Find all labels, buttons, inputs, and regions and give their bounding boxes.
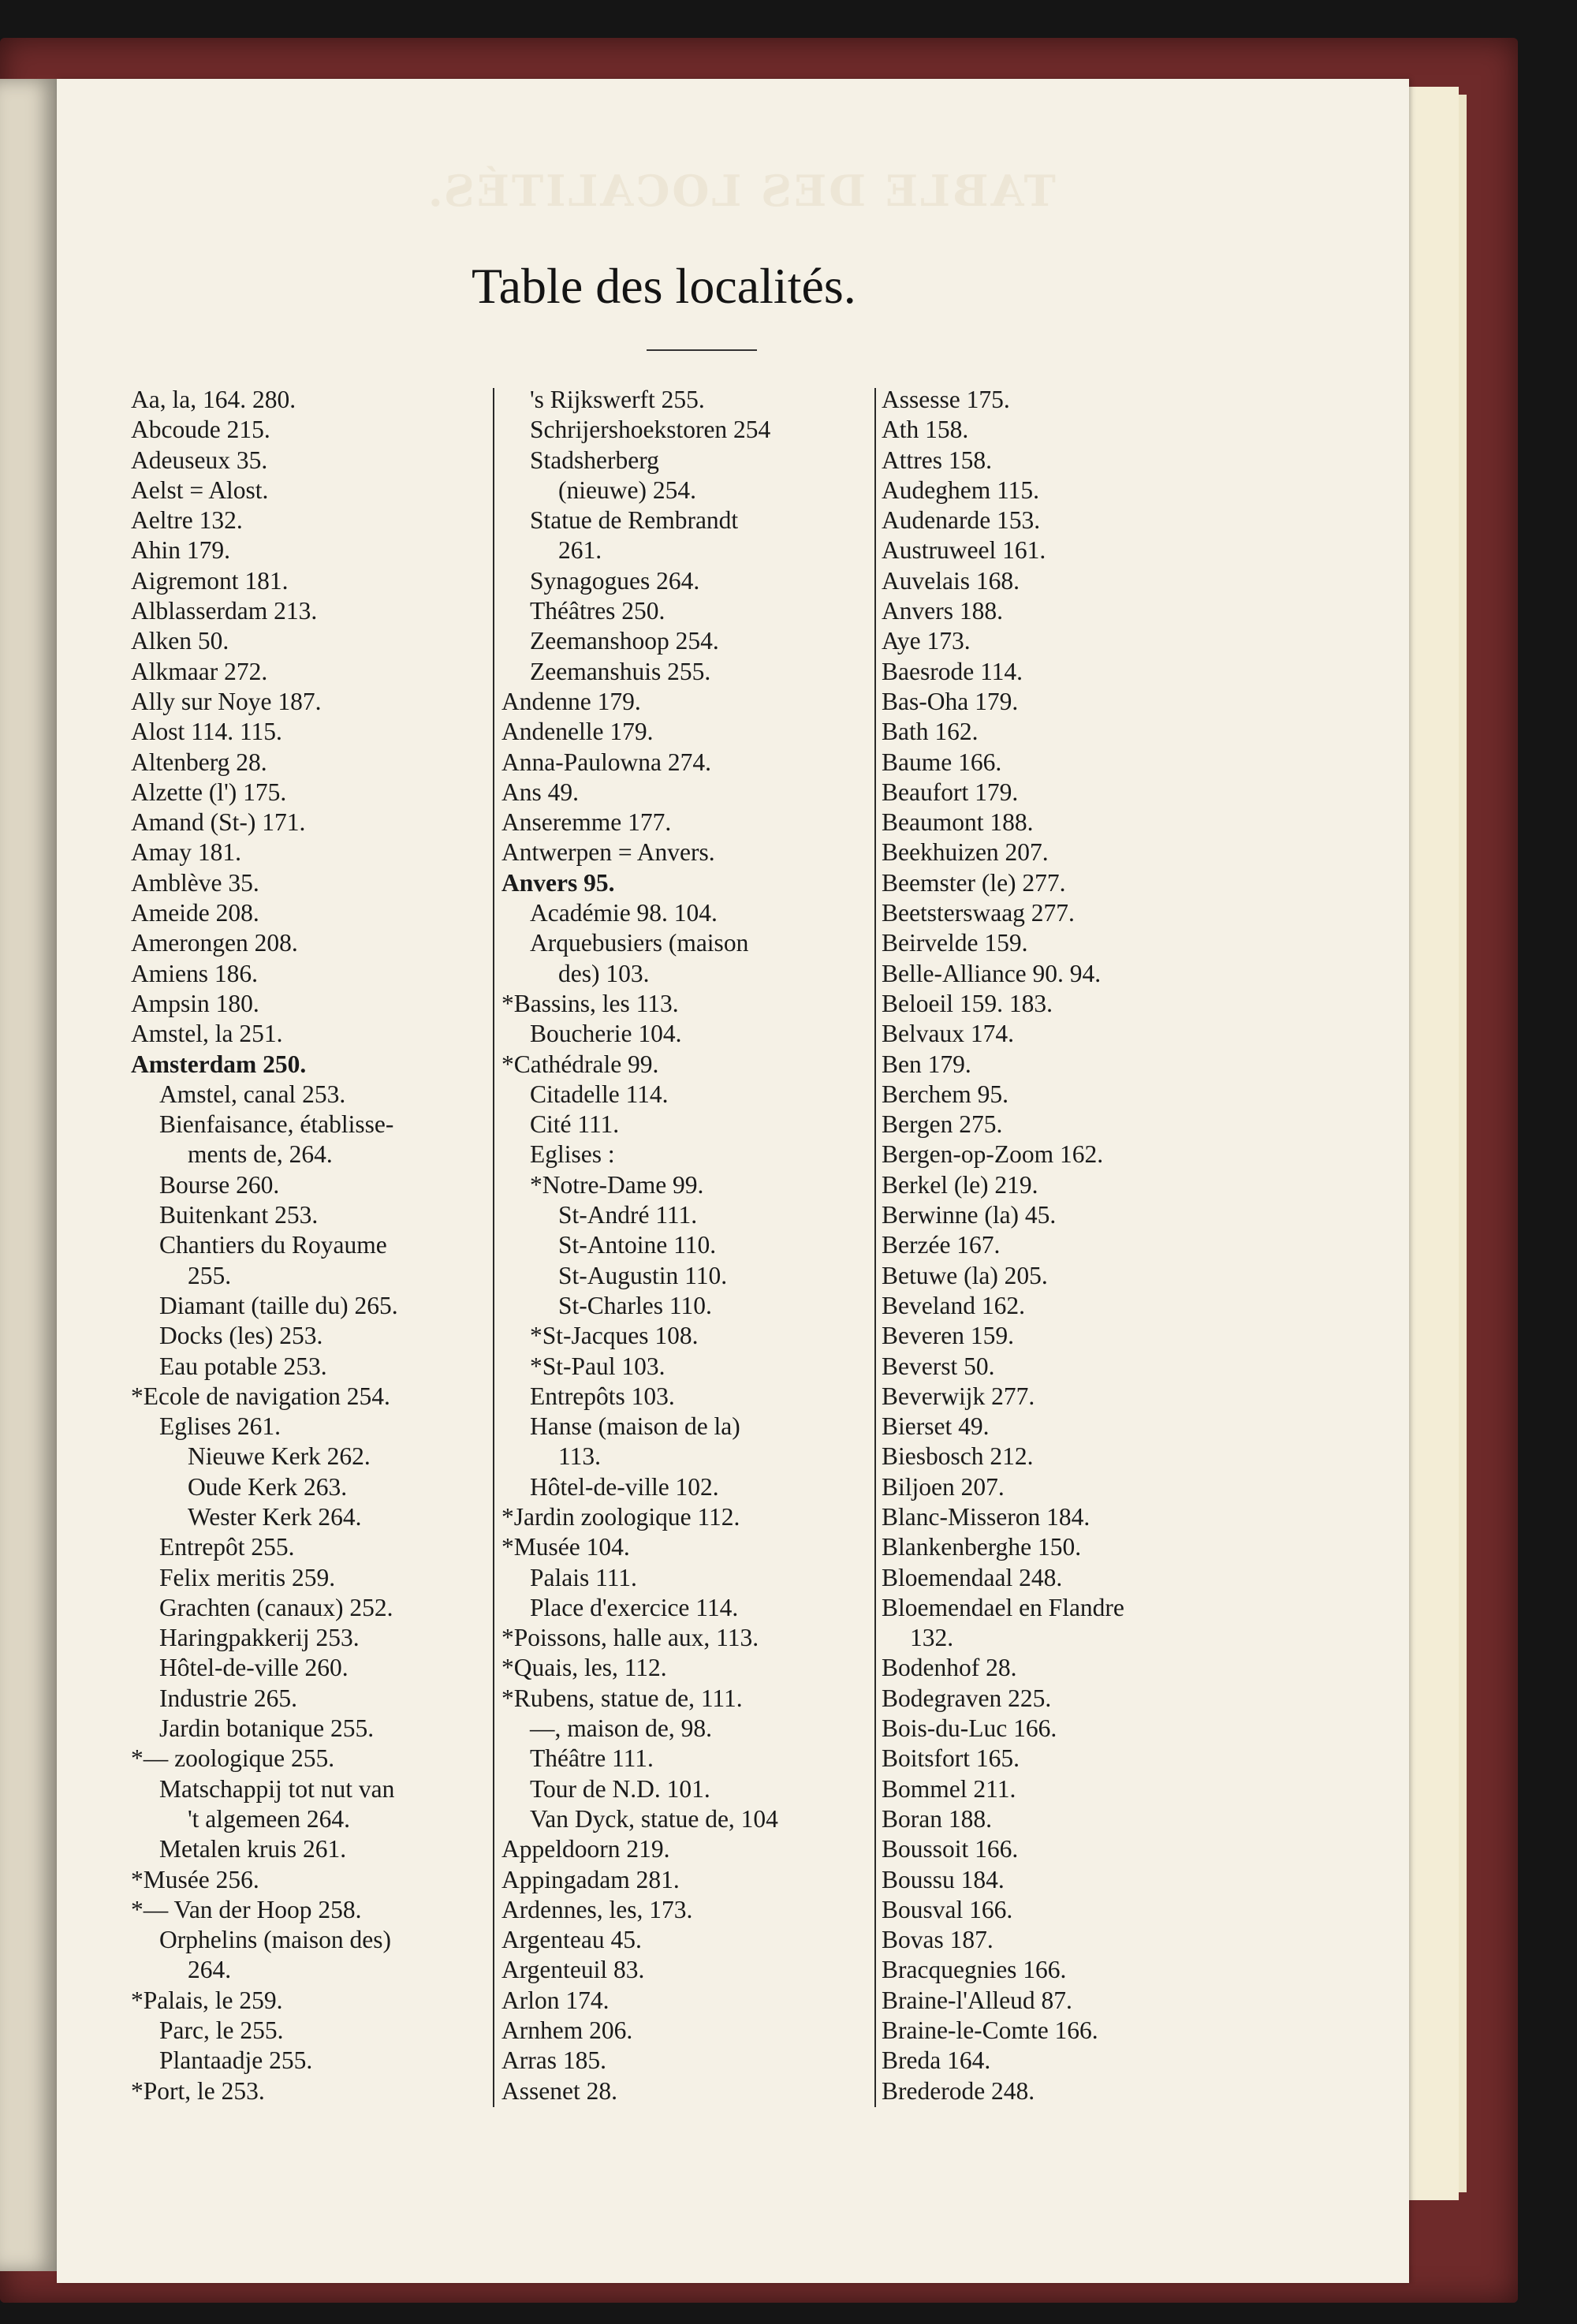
- index-entry: Bousval 166.: [882, 1895, 1013, 1923]
- index-entry: 's Rijkswerft 255.: [530, 386, 705, 413]
- index-entry: Orphelins (maison des): [159, 1926, 391, 1954]
- index-entry: Industrie 265.: [159, 1684, 297, 1712]
- index-entry: Beaumont 188.: [882, 808, 1034, 837]
- index-entry: 261.: [558, 536, 602, 565]
- index-entry: Belle-Alliance 90. 94.: [882, 959, 1102, 987]
- index-entry: Alost 114. 115.: [131, 718, 282, 746]
- index-entry: 255.: [188, 1261, 232, 1289]
- index-entry: Boran 188.: [882, 1804, 992, 1833]
- index-entry: Palais 111.: [530, 1563, 637, 1591]
- index-entry: Audenarde 153.: [882, 506, 1041, 535]
- index-entry: Amand (St-) 171.: [131, 808, 306, 837]
- index-entry: Stadsherberg: [530, 446, 659, 474]
- index-entry: Bodegraven 225.: [882, 1684, 1052, 1712]
- index-entry: des) 103.: [558, 959, 650, 987]
- index-entry: Parc, le 255.: [159, 2016, 284, 2045]
- index-entry: Boitsfort 165.: [882, 1744, 1020, 1773]
- index-entry: Belvaux 174.: [882, 1020, 1014, 1048]
- index-entry: Attres 158.: [882, 446, 992, 474]
- index-entry: Zeemanshoop 254.: [530, 627, 719, 655]
- index-entry: Beekhuizen 207.: [882, 838, 1049, 867]
- index-entry: Berkel (le) 219.: [882, 1170, 1038, 1199]
- index-entry: *Bassins, les 113.: [501, 989, 679, 1017]
- index-entry: Aeltre 132.: [131, 506, 243, 535]
- index-entry: Grachten (canaux) 252.: [159, 1593, 393, 1621]
- index-entry: Ampsin 180.: [131, 989, 259, 1017]
- index-entry: Betuwe (la) 205.: [882, 1261, 1048, 1289]
- index-entry: Hôtel-de-ville 102.: [530, 1472, 719, 1501]
- index-entry: 113.: [558, 1442, 601, 1471]
- index-entry: Appeldoorn 219.: [501, 1835, 670, 1863]
- index-entry: Boussu 184.: [882, 1865, 1005, 1893]
- index-entry: 132.: [910, 1624, 954, 1652]
- index-entry: Diamant (taille du) 265.: [159, 1291, 398, 1319]
- index-entry: Bracquegnies 166.: [882, 1956, 1067, 1984]
- index-entry: Boussoit 166.: [882, 1835, 1019, 1863]
- index-entry: 264.: [188, 1956, 232, 1984]
- left-page-edge: [0, 79, 57, 2271]
- index-entry: St-Antoine 110.: [558, 1231, 717, 1259]
- index-entry: Beaufort 179.: [882, 778, 1019, 806]
- title-rule: [647, 349, 757, 351]
- index-entry: Bergen-op-Zoom 162.: [882, 1140, 1104, 1169]
- index-entry: *— Van der Hoop 258.: [131, 1895, 362, 1923]
- index-entry: Arras 185.: [501, 2046, 606, 2075]
- index-entry: Amerongen 208.: [131, 929, 298, 957]
- index-entry: Bodenhof 28.: [882, 1654, 1017, 1682]
- index-entry: Tour de N.D. 101.: [530, 1774, 710, 1803]
- index-entry: Entrepôts 103.: [530, 1382, 675, 1410]
- index-column-2: [501, 385, 872, 2106]
- index-entry: Aelst = Alost.: [131, 476, 269, 504]
- index-entry: Braine-le-Comte 166.: [882, 2016, 1098, 2045]
- index-entry: Braine-l'Alleud 87.: [882, 1986, 1072, 2014]
- index-entry: Eglises :: [530, 1140, 615, 1169]
- index-entry: Argenteau 45.: [501, 1926, 642, 1954]
- index-entry: Arquebusiers (maison: [530, 929, 749, 957]
- index-entry: Théâtres 250.: [530, 597, 665, 625]
- index-entry: Bloemendael en Flandre: [882, 1593, 1124, 1621]
- index-entry: Bienfaisance, établisse-: [159, 1110, 394, 1139]
- index-entry: Aa, la, 164. 280.: [131, 386, 296, 413]
- index-entry: Adeuseux 35.: [131, 446, 268, 474]
- index-entry: Synagogues 264.: [530, 566, 700, 595]
- bleed-through-text: TABLE DES LOCALITÉS.: [426, 166, 1056, 216]
- index-entry: Schrijershoekstoren 254: [530, 416, 771, 444]
- index-entry: Austruweel 161.: [882, 536, 1046, 565]
- index-entry: *Musée 256.: [131, 1865, 259, 1893]
- index-entry: *Ecole de navigation 254.: [131, 1382, 390, 1410]
- index-entry: *Notre-Dame 99.: [530, 1170, 704, 1199]
- index-entry: Bloemendaal 248.: [882, 1563, 1063, 1591]
- index-entry: Beveren 159.: [882, 1322, 1014, 1350]
- index-entry: Alzette (l') 175.: [131, 778, 287, 806]
- index-entry: *Musée 104.: [501, 1533, 630, 1561]
- index-entry: Blanc-Misseron 184.: [882, 1502, 1090, 1531]
- index-entry: Jardin botanique 255.: [159, 1714, 375, 1743]
- index-entry: Ans 49.: [501, 778, 580, 806]
- index-entry: Amsterdam 250.: [131, 1050, 307, 1078]
- index-entry: Berzée 167.: [882, 1231, 1001, 1259]
- index-entry: Beemster (le) 277.: [882, 868, 1066, 897]
- index-entry: Eau potable 253.: [159, 1352, 327, 1380]
- index-entry: Ben 179.: [882, 1050, 971, 1078]
- index-entry: Andenelle 179.: [501, 718, 654, 746]
- index-entry: Andenne 179.: [501, 687, 641, 715]
- index-entry: Audeghem 115.: [882, 476, 1040, 504]
- index-entry: Arnhem 206.: [501, 2016, 633, 2045]
- index-entry: Hanse (maison de la): [530, 1412, 740, 1441]
- index-entry: Berwinne (la) 45.: [882, 1201, 1057, 1229]
- index-entry: Bourse 260.: [159, 1170, 280, 1199]
- index-entry: Ardennes, les, 173.: [501, 1895, 693, 1923]
- index-entry: Zeemanshuis 255.: [530, 657, 711, 685]
- index-entry: *St-Paul 103.: [530, 1352, 665, 1380]
- index-entry: Chantiers du Royaume: [159, 1231, 387, 1259]
- index-entry: Eglises 261.: [159, 1412, 281, 1441]
- index-entry: 't algemeen 264.: [188, 1804, 350, 1833]
- index-entry: Nieuwe Kerk 262.: [188, 1442, 371, 1471]
- index-entry: Argenteuil 83.: [501, 1956, 645, 1984]
- index-entry: Anseremme 177.: [501, 808, 672, 837]
- index-entry: Cité 111.: [530, 1110, 620, 1139]
- index-entry: Van Dyck, statue de, 104: [530, 1804, 778, 1833]
- index-entry: Buitenkant 253.: [159, 1201, 319, 1229]
- index-entry: *Jardin zoologique 112.: [501, 1502, 740, 1531]
- index-entry: Ath 158.: [882, 416, 969, 444]
- index-entry: Anvers 188.: [882, 597, 1003, 625]
- index-entry: Bergen 275.: [882, 1110, 1003, 1139]
- index-entry: ments de, 264.: [188, 1140, 333, 1169]
- index-entry: *Rubens, statue de, 111.: [501, 1684, 743, 1712]
- index-entry: *— zoologique 255.: [131, 1744, 335, 1773]
- index-entry: Berchem 95.: [882, 1080, 1008, 1108]
- index-entry: Alblasserdam 213.: [131, 597, 318, 625]
- index-entry: Bierset 49.: [882, 1412, 990, 1441]
- index-entry: —, maison de, 98.: [530, 1714, 712, 1743]
- index-entry: Citadelle 114.: [530, 1080, 669, 1108]
- index-entry: Anvers 95.: [501, 868, 615, 897]
- index-entry: Bas-Oha 179.: [882, 687, 1019, 715]
- index-entry: Beetsterswaag 277.: [882, 899, 1075, 927]
- index-entry: *St-Jacques 108.: [530, 1322, 699, 1350]
- index-entry: Théâtre 111.: [530, 1744, 654, 1773]
- index-entry: Blankenberghe 150.: [882, 1533, 1082, 1561]
- index-entry: Beloeil 159. 183.: [882, 989, 1053, 1017]
- index-entry: Alken 50.: [131, 627, 229, 655]
- index-entry: Plantaadje 255.: [159, 2046, 313, 2075]
- index-entry: Biesbosch 212.: [882, 1442, 1034, 1471]
- index-entry: Beverwijk 277.: [882, 1382, 1035, 1410]
- index-entry: Abcoude 215.: [131, 416, 270, 444]
- index-entry: Aye 173.: [882, 627, 971, 655]
- index-entry: Académie 98. 104.: [530, 899, 718, 927]
- index-entry: Alkmaar 272.: [131, 657, 268, 685]
- index-entry: Baesrode 114.: [882, 657, 1023, 685]
- index-entry: Boucherie 104.: [530, 1020, 682, 1048]
- index-entry: *Poissons, halle aux, 113.: [501, 1624, 759, 1652]
- index-entry: Haringpakkerij 253.: [159, 1624, 360, 1652]
- index-entry: Ally sur Noye 187.: [131, 687, 322, 715]
- index-entry: Beverst 50.: [882, 1352, 995, 1380]
- index-entry: *Cathédrale 99.: [501, 1050, 659, 1078]
- index-entry: Amay 181.: [131, 838, 241, 867]
- index-entry: Anna-Paulowna 274.: [501, 748, 711, 776]
- index-entry: Matschappij tot nut van: [159, 1774, 395, 1803]
- index-entry: Docks (les) 253.: [159, 1322, 323, 1350]
- index-entry: St-André 111.: [558, 1201, 698, 1229]
- index-column-1: [131, 385, 498, 2106]
- index-entry: Breda 164.: [882, 2046, 991, 2075]
- index-entry: Antwerpen = Anvers.: [501, 838, 715, 867]
- index-entry: Ameide 208.: [131, 899, 259, 927]
- index-entry: Oude Kerk 263.: [188, 1472, 348, 1501]
- index-entry: Baume 166.: [882, 748, 1002, 776]
- index-entry: Biljoen 207.: [882, 1472, 1005, 1501]
- index-column-3: [882, 385, 1276, 2106]
- index-entry: Felix meritis 259.: [159, 1563, 336, 1591]
- index-entry: Brederode 248.: [882, 2076, 1035, 2105]
- index-entry: Assenet 28.: [501, 2076, 617, 2105]
- index-entry: Bovas 187.: [882, 1926, 994, 1954]
- index-entry: St-Charles 110.: [558, 1291, 712, 1319]
- index-entry: Aigremont 181.: [131, 566, 289, 595]
- index-entry: St-Augustin 110.: [558, 1261, 728, 1289]
- index-entry: Statue de Rembrandt: [530, 506, 739, 535]
- index-entry: Place d'exercice 114.: [530, 1593, 739, 1621]
- index-entry: Assesse 175.: [882, 386, 1010, 413]
- index-entry: *Palais, le 259.: [131, 1986, 283, 2014]
- column-divider-2: [874, 388, 876, 2107]
- index-entry: Amstel, la 251.: [131, 1020, 283, 1048]
- index-entry: Bois-du-Luc 166.: [882, 1714, 1057, 1743]
- index-entry: Metalen kruis 261.: [159, 1835, 347, 1863]
- index-entry: Appingadam 281.: [501, 1865, 680, 1893]
- index-entry: Beveland 162.: [882, 1291, 1025, 1319]
- index-entry: Auvelais 168.: [882, 566, 1020, 595]
- index-entry: Ahin 179.: [131, 536, 230, 565]
- index-entry: Bommel 211.: [882, 1774, 1016, 1803]
- index-entry: (nieuwe) 254.: [558, 476, 696, 504]
- index-entry: *Quais, les, 112.: [501, 1654, 667, 1682]
- index-entry: Hôtel-de-ville 260.: [159, 1654, 349, 1682]
- index-entry: *Port, le 253.: [131, 2076, 265, 2105]
- index-entry: Amstel, canal 253.: [159, 1080, 346, 1108]
- index-entry: Amiens 186.: [131, 959, 258, 987]
- index-entry: Arlon 174.: [501, 1986, 610, 2014]
- index-entry: Entrepôt 255.: [159, 1533, 295, 1561]
- index-entry: Altenberg 28.: [131, 748, 267, 776]
- index-entry: Amblève 35.: [131, 868, 259, 897]
- index-entry: Beirvelde 159.: [882, 929, 1028, 957]
- page-title: Table des localités.: [472, 258, 856, 314]
- index-entry: Wester Kerk 264.: [188, 1502, 362, 1531]
- index-entry: Bath 162.: [882, 718, 979, 746]
